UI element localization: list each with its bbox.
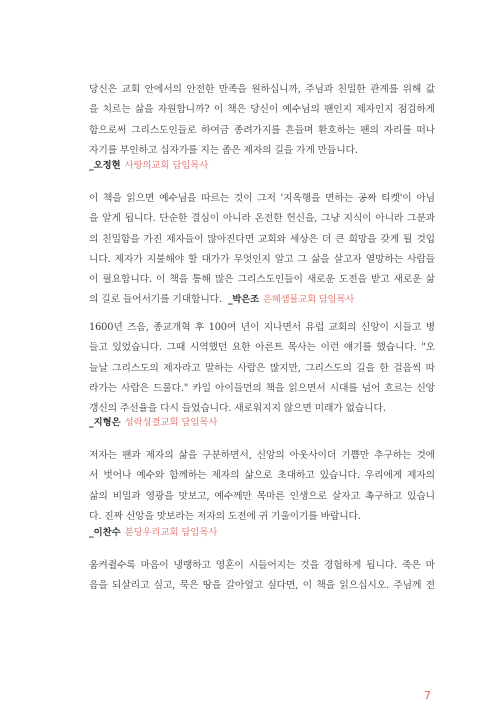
book-page — [89, 0, 435, 725]
endorser-name: _박은조 — [227, 294, 259, 306]
endorser-name: _지형은 — [89, 417, 121, 428]
endorsement-2-signature — [228, 294, 354, 305]
endorsement-5-text — [89, 556, 435, 597]
endorsement-3-signature — [89, 414, 217, 428]
endorsement-1-signature — [89, 157, 208, 171]
text-line: 늘날 그리스도의 제자라고 말하는 사람은 많지만, 그리스도의 길을 한 걸음씩 따 — [89, 362, 435, 374]
text-line: 1600년 즈음, 종교개혁 후 100여 년이 지나면서 유럽 교회의 신앙이 시들고 병 — [89, 322, 435, 333]
text-line: 라가는 사람은 드물다." 카일 아이들먼의 책을 읽으면서 시대를 넘어 흐르는 신앙 — [89, 382, 435, 394]
text-line: 이 책을 읽으면 예수님을 따르는 것이 그저 '지옥행을 면하는 공짜 티켓'이 아님 — [89, 193, 435, 204]
text-line: 갱신의 주선율을 다시 들었습니다. 새로워지지 않으면 미래가 없습니다. — [89, 403, 386, 415]
text-line: 움켜쥘수록 마음이 냉랭하고 영혼이 시들어지는 것을 경험하게 됩니다. 죽은 마 — [89, 560, 435, 571]
text-line: 당신은 교회 안에서의 안전한 만족을 원하십니까, 주님과 친밀한 관계를 위해 값 — [89, 84, 435, 95]
text-line: 니다. 제자가 지불해야 할 대가가 무엇인지 알고 그 삶을 살고자 열망하는 사람들 — [89, 253, 435, 265]
text-line: 이 필요합니다. 이 책을 통해 많은 그리스도인들이 새로운 도전을 받고 새로운 삶 — [89, 274, 435, 286]
text-line: 함으로써 그리스도인들로 하여금 종려가지를 흔들며 환호하는 팬의 자리를 떠나 — [89, 124, 435, 136]
text-line: 을 치르는 삶을 자원합니까? 이 책은 당신이 예수님의 팬인지 제자인지 점검하게 — [89, 104, 435, 116]
endorsement-2-text — [89, 189, 435, 311]
page-number: 7 — [424, 689, 431, 702]
endorsement-1-text — [89, 80, 435, 161]
text-line: 삶의 비밀과 영광을 맛보고, 예수께만 목마른 인생으로 살자고 촉구하고 있습니 — [89, 490, 435, 502]
text-line: 자기를 부인하고 십자가를 지는 좁은 제자의 길을 가게 만듭니다. — [89, 144, 358, 156]
endorser-role: 분당우리교회 담임목사 — [124, 527, 218, 538]
text-line: 서 벗어나 예수와 함께하는 제자의 삶으로 초대하고 있습니다. 우리에게 제자의 — [89, 470, 435, 482]
endorser-role: 사랑의교회 담임목사 — [124, 160, 209, 171]
endorsement-3-text — [89, 318, 435, 419]
text-line: 다. 진짜 신앙을 맛보라는 저자의 도전에 귀 기울이기를 바랍니다. — [89, 510, 361, 522]
endorser-role: 성락성결교회 담임목사 — [124, 417, 218, 428]
text-line: 의 친밀함을 가진 제자들이 많아진다면 교회와 세상은 더 큰 희망을 갖게 될 것입 — [89, 233, 435, 245]
text-line: 음을 되살리고 싶고, 묵은 땅을 갈아엎고 싶다면, 이 책을 읽으십시오. 주님께 전 — [89, 580, 435, 592]
text-line-content: 의 길로 들어서기를 기대합니다. — [89, 294, 222, 306]
endorser-name: _이찬수 — [89, 527, 121, 538]
text-line: 들고 있었습니다. 그때 시역했던 요한 아른트 목사는 이런 얘기를 했습니다. "오 — [89, 342, 435, 354]
endorser-name: _오정현 — [89, 160, 121, 171]
text-line: 저자는 팬과 제자의 삶을 구분하면서, 신앙의 아웃사이더 기쁨만 추구하는 것에 — [89, 450, 435, 461]
text-line — [89, 290, 435, 310]
endorsement-4-text — [89, 446, 435, 527]
endorsement-4-signature — [89, 524, 217, 538]
endorser-role: 은혜샘물교회 담임목사 — [262, 294, 355, 306]
text-line: 을 알게 됩니다. 단순한 결심이 아니라 온전한 헌신을, 그냥 지식이 아니라 그분과 — [89, 213, 435, 225]
